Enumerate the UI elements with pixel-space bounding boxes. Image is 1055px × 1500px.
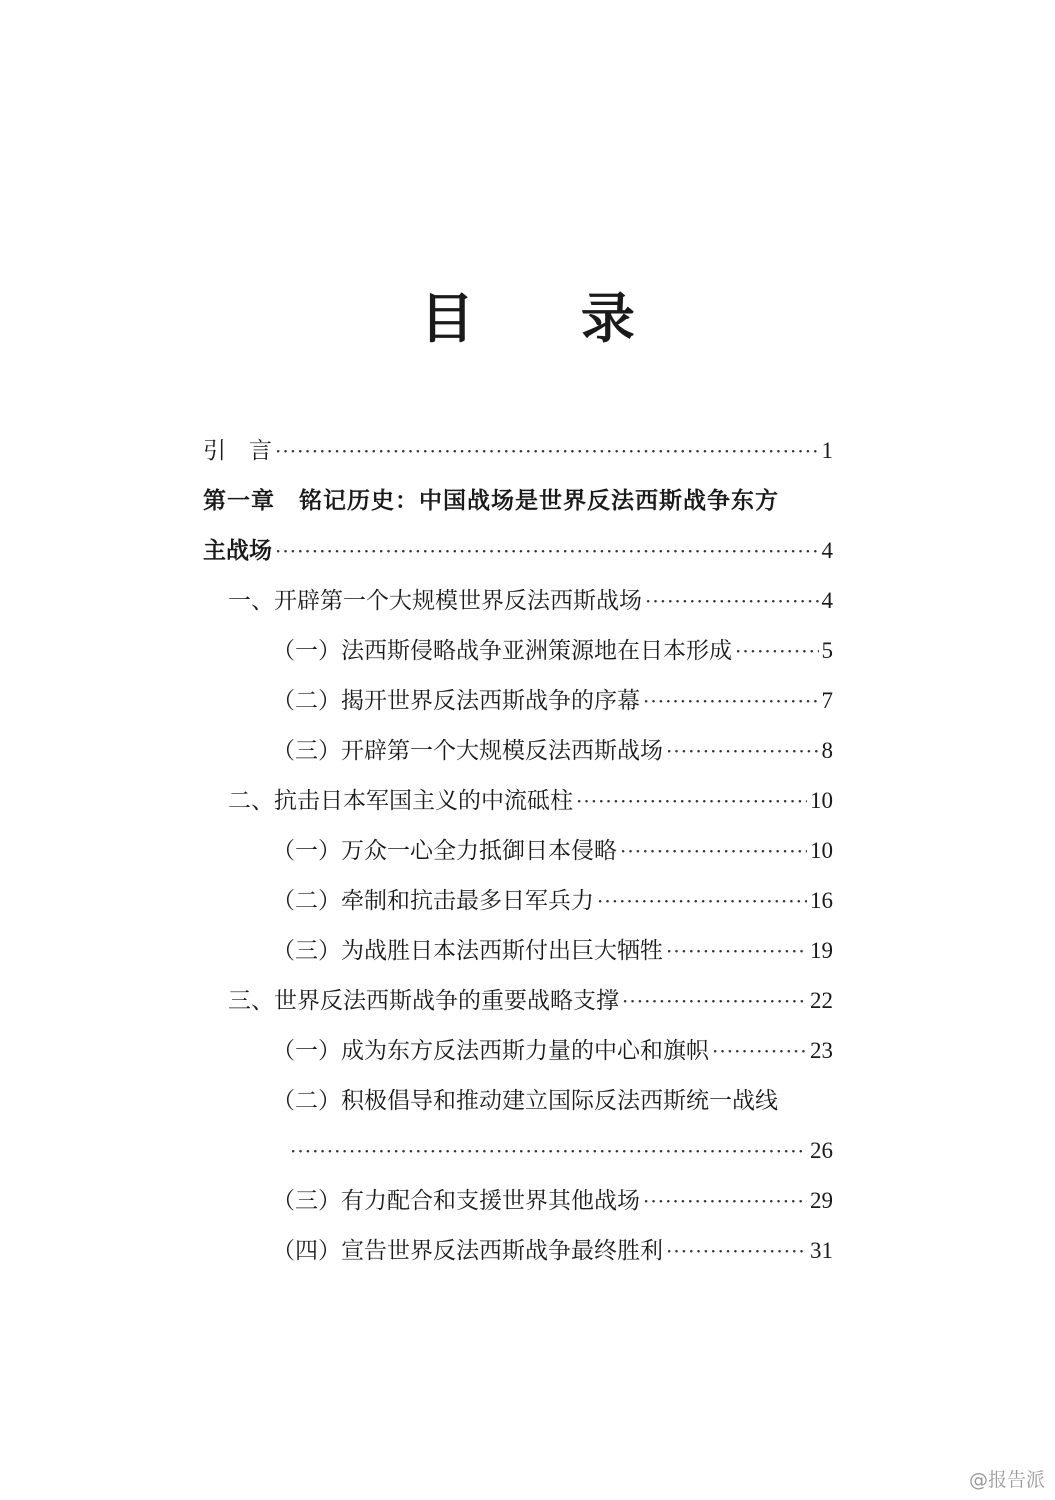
dot-leader [597, 884, 807, 918]
toc-label: （一）万众一心全力抵御日本侵略 [272, 838, 617, 864]
toc-entry-subsection-cont[interactable] [290, 1134, 833, 1168]
toc-page-number: 22 [810, 988, 833, 1013]
dot-leader [275, 434, 819, 468]
toc-page-number: 23 [810, 1038, 833, 1063]
dot-leader [576, 784, 807, 818]
toc-page-number: 7 [821, 688, 833, 713]
toc-page-number: 10 [810, 788, 833, 813]
toc-page-number: 16 [810, 888, 833, 913]
toc-entry-section-3[interactable] [228, 984, 833, 1018]
toc-entry-subsection[interactable] [272, 834, 833, 868]
toc-entry-subsection[interactable] [272, 884, 833, 918]
toc-entry-subsection[interactable] [272, 634, 833, 668]
toc-label: （三）开辟第一个大规模反法西斯战场 [272, 738, 663, 764]
toc-label: （四）宣告世界反法西斯战争最终胜利 [272, 1238, 663, 1264]
toc-entry-section-2[interactable] [228, 784, 833, 818]
dot-leader [666, 1234, 807, 1268]
toc-page-number: 4 [821, 538, 833, 563]
toc-label: （一）成为东方反法西斯力量的中心和旗帜 [272, 1038, 709, 1064]
toc-label: （三）有力配合和支援世界其他战场 [272, 1188, 640, 1214]
toc-label: （三）为战胜日本法西斯付出巨大牺牲 [272, 938, 663, 964]
dot-leader [275, 534, 819, 568]
toc-page-number: 1 [821, 438, 833, 463]
toc-page-number: 8 [821, 738, 833, 763]
dot-leader [712, 1034, 807, 1068]
toc-page-number: 4 [821, 588, 833, 613]
toc-entry-subsection[interactable] [272, 1184, 833, 1218]
toc-entry-subsection[interactable] [272, 1234, 833, 1268]
toc-entry-subsection[interactable] [272, 934, 833, 968]
toc-entry-subsection[interactable] [272, 734, 833, 768]
dot-leader [666, 734, 819, 768]
toc-page-number: 29 [810, 1188, 833, 1213]
toc-label: 引 言 [203, 438, 272, 464]
dot-leader [290, 1134, 807, 1168]
toc-label: （一）法西斯侵略战争亚洲策源地在日本形成 [272, 638, 732, 664]
toc-label: （二）揭开世界反法西斯战争的序幕 [272, 688, 640, 714]
toc-entry-chapter-1-cont[interactable] [203, 534, 833, 568]
toc-page-number: 5 [821, 638, 833, 663]
toc-entry-subsection[interactable] [272, 684, 833, 718]
toc-label: 主战场 [203, 538, 272, 564]
toc-label: 三、世界反法西斯战争的重要战略支撑 [228, 988, 619, 1014]
toc-entry-section-1[interactable] [228, 584, 833, 618]
toc-page-number: 31 [810, 1238, 833, 1263]
toc-label: （二）积极倡导和推动建立国际反法西斯统一战线 [272, 1088, 778, 1114]
dot-leader [643, 684, 819, 718]
toc-label: （二）牵制和抗击最多日军兵力 [272, 888, 594, 914]
toc-label: 二、抗击日本军国主义的中流砥柱 [228, 788, 573, 814]
watermark: @报告派 [968, 1469, 1045, 1491]
toc-entry-subsection[interactable] [272, 1034, 833, 1068]
dot-leader [643, 1184, 807, 1218]
toc-page-number: 19 [810, 938, 833, 963]
toc-entry-intro[interactable] [203, 434, 833, 468]
dot-leader [735, 634, 819, 668]
dot-leader [645, 584, 819, 618]
dot-leader [666, 934, 807, 968]
toc-label: 一、开辟第一个大规模世界反法西斯战场 [228, 588, 642, 614]
toc-entry-subsection[interactable] [272, 1084, 833, 1118]
toc-page-number: 10 [810, 838, 833, 863]
dot-leader [622, 984, 807, 1018]
toc-label: 第一章 铭记历史：中国战场是世界反法西斯战争东方 [203, 488, 779, 514]
dot-leader [620, 834, 807, 868]
toc-page-number: 26 [810, 1138, 833, 1163]
page-title: 目 录 [420, 286, 679, 350]
toc-entry-chapter-1[interactable] [203, 484, 833, 518]
